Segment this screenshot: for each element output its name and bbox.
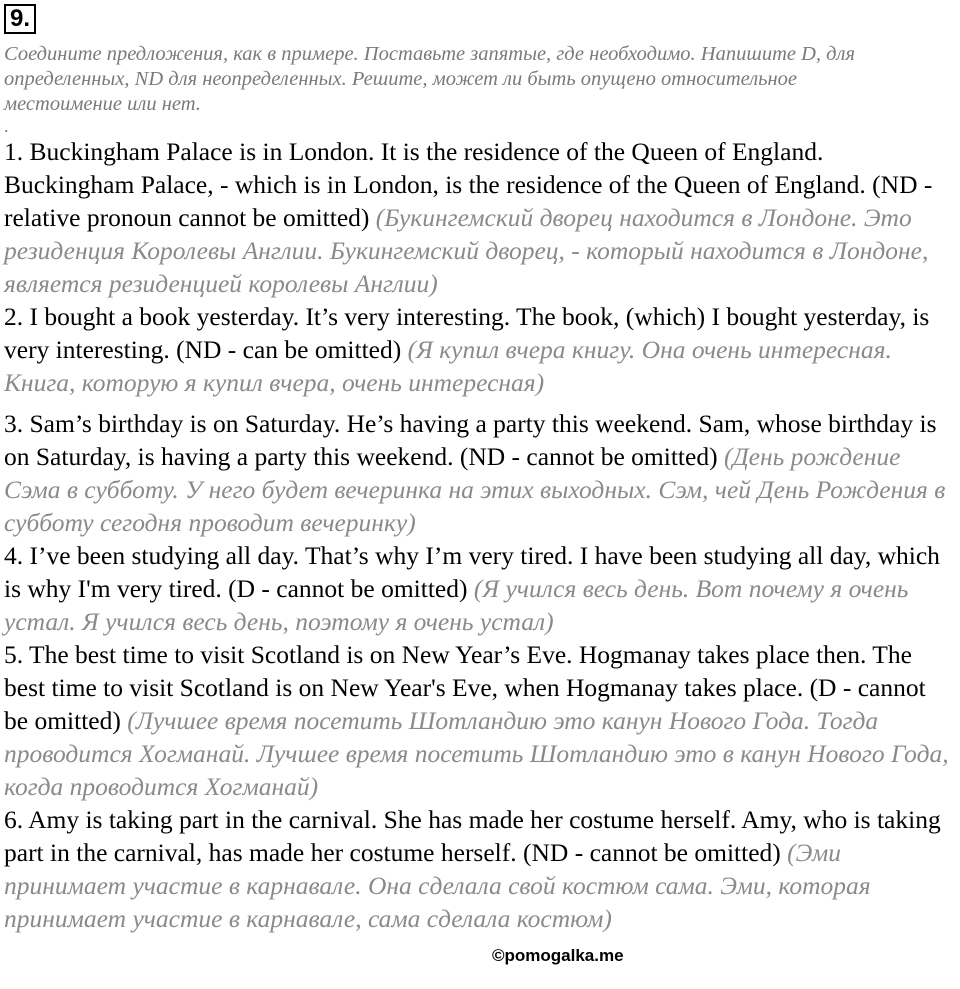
answer-item-6: [4, 803, 956, 935]
answer-text: 2. I bought a book yesterday. It’s very interesting. The book, (which) I bought yesterday, is very interesting. (ND - can be omitted): [4, 302, 930, 364]
answer-item-5: [4, 638, 956, 803]
exercise-page: [4, 4, 956, 935]
answer-text: 6. Amy is taking part in the carnival. She has made her costume herself. Amy, who is taking part in the carnival, has made her costume herself. (ND - cannot be omitted): [4, 805, 941, 867]
exercise-instruction: Соедините предложения, как в примере. Поставьте запятые, где необходимо. Напишите D, для определенных, ND для неопределенных. Решите, может ли быть опущено относительное местоимение или нет.: [4, 43, 856, 115]
answer-item-2: [4, 300, 956, 399]
answer-text: 5. The best time to visit Scotland is on New Year’s Eve. Hogmanay takes place then. The best time to visit Scotland is on New Year's Eve, when Hogmanay takes place. (D - cannot be omitted): [4, 640, 926, 735]
answer-translation: (Эми принимает участие в карнавале. Она сделала свой костюм сама. Эми, которая принимает участие в карнавале, сама сделала костюм): [4, 838, 871, 933]
answer-translation: (Я учился весь день. Вот почему я очень устал. Я учился весь день, поэтому я очень устал): [4, 574, 909, 636]
answer-translation: (Букингемский дворец находится в Лондоне. Это резиденция Королевы Англии. Букингемский дворец, - который находится в Лондоне, является резиденцией королевы Англии): [4, 203, 929, 298]
answer-item-3: [4, 407, 956, 539]
exercise-number: 9.: [4, 4, 36, 34]
answer-item-1: [4, 135, 956, 300]
separator-dot: .: [4, 116, 9, 136]
answer-text: 1. Buckingham Palace is in London. It is the residence of the Queen of England. Buckingham Palace, - which is in London, is the residence of the Queen of England. (ND - relative pronoun cannot be omitted): [4, 137, 933, 232]
answer-text: 3. Sam’s birthday is on Saturday. He’s having a party this weekend. Sam, whose birthday is on Saturday, is having a party this weekend. (ND - cannot be omitted): [4, 409, 937, 471]
site-watermark: ©pomogalka.me: [492, 946, 624, 965]
answer-translation: (Я купил вчера книгу. Она очень интересная. Книга, которую я купил вчера, очень интересная): [4, 335, 892, 397]
answer-text: 4. I’ve been studying all day. That’s why I’m very tired. I have been studying all day, which is why I'm very tired. (D - cannot be omitted): [4, 541, 940, 603]
answer-item-4: [4, 539, 956, 638]
answer-translation: (Лучшее время посетить Шотландию это канун Нового Года. Тогда проводится Хогманай. Лучшее время посетить Шотландию это в канун Нового Года, когда проводится Хогманай): [4, 706, 949, 801]
answer-translation: (День рождение Сэма в субботу. У него будет вечеринка на этих выходных. Сэм, чей День Рождения в субботу сегодня проводит вечеринку): [4, 442, 946, 537]
